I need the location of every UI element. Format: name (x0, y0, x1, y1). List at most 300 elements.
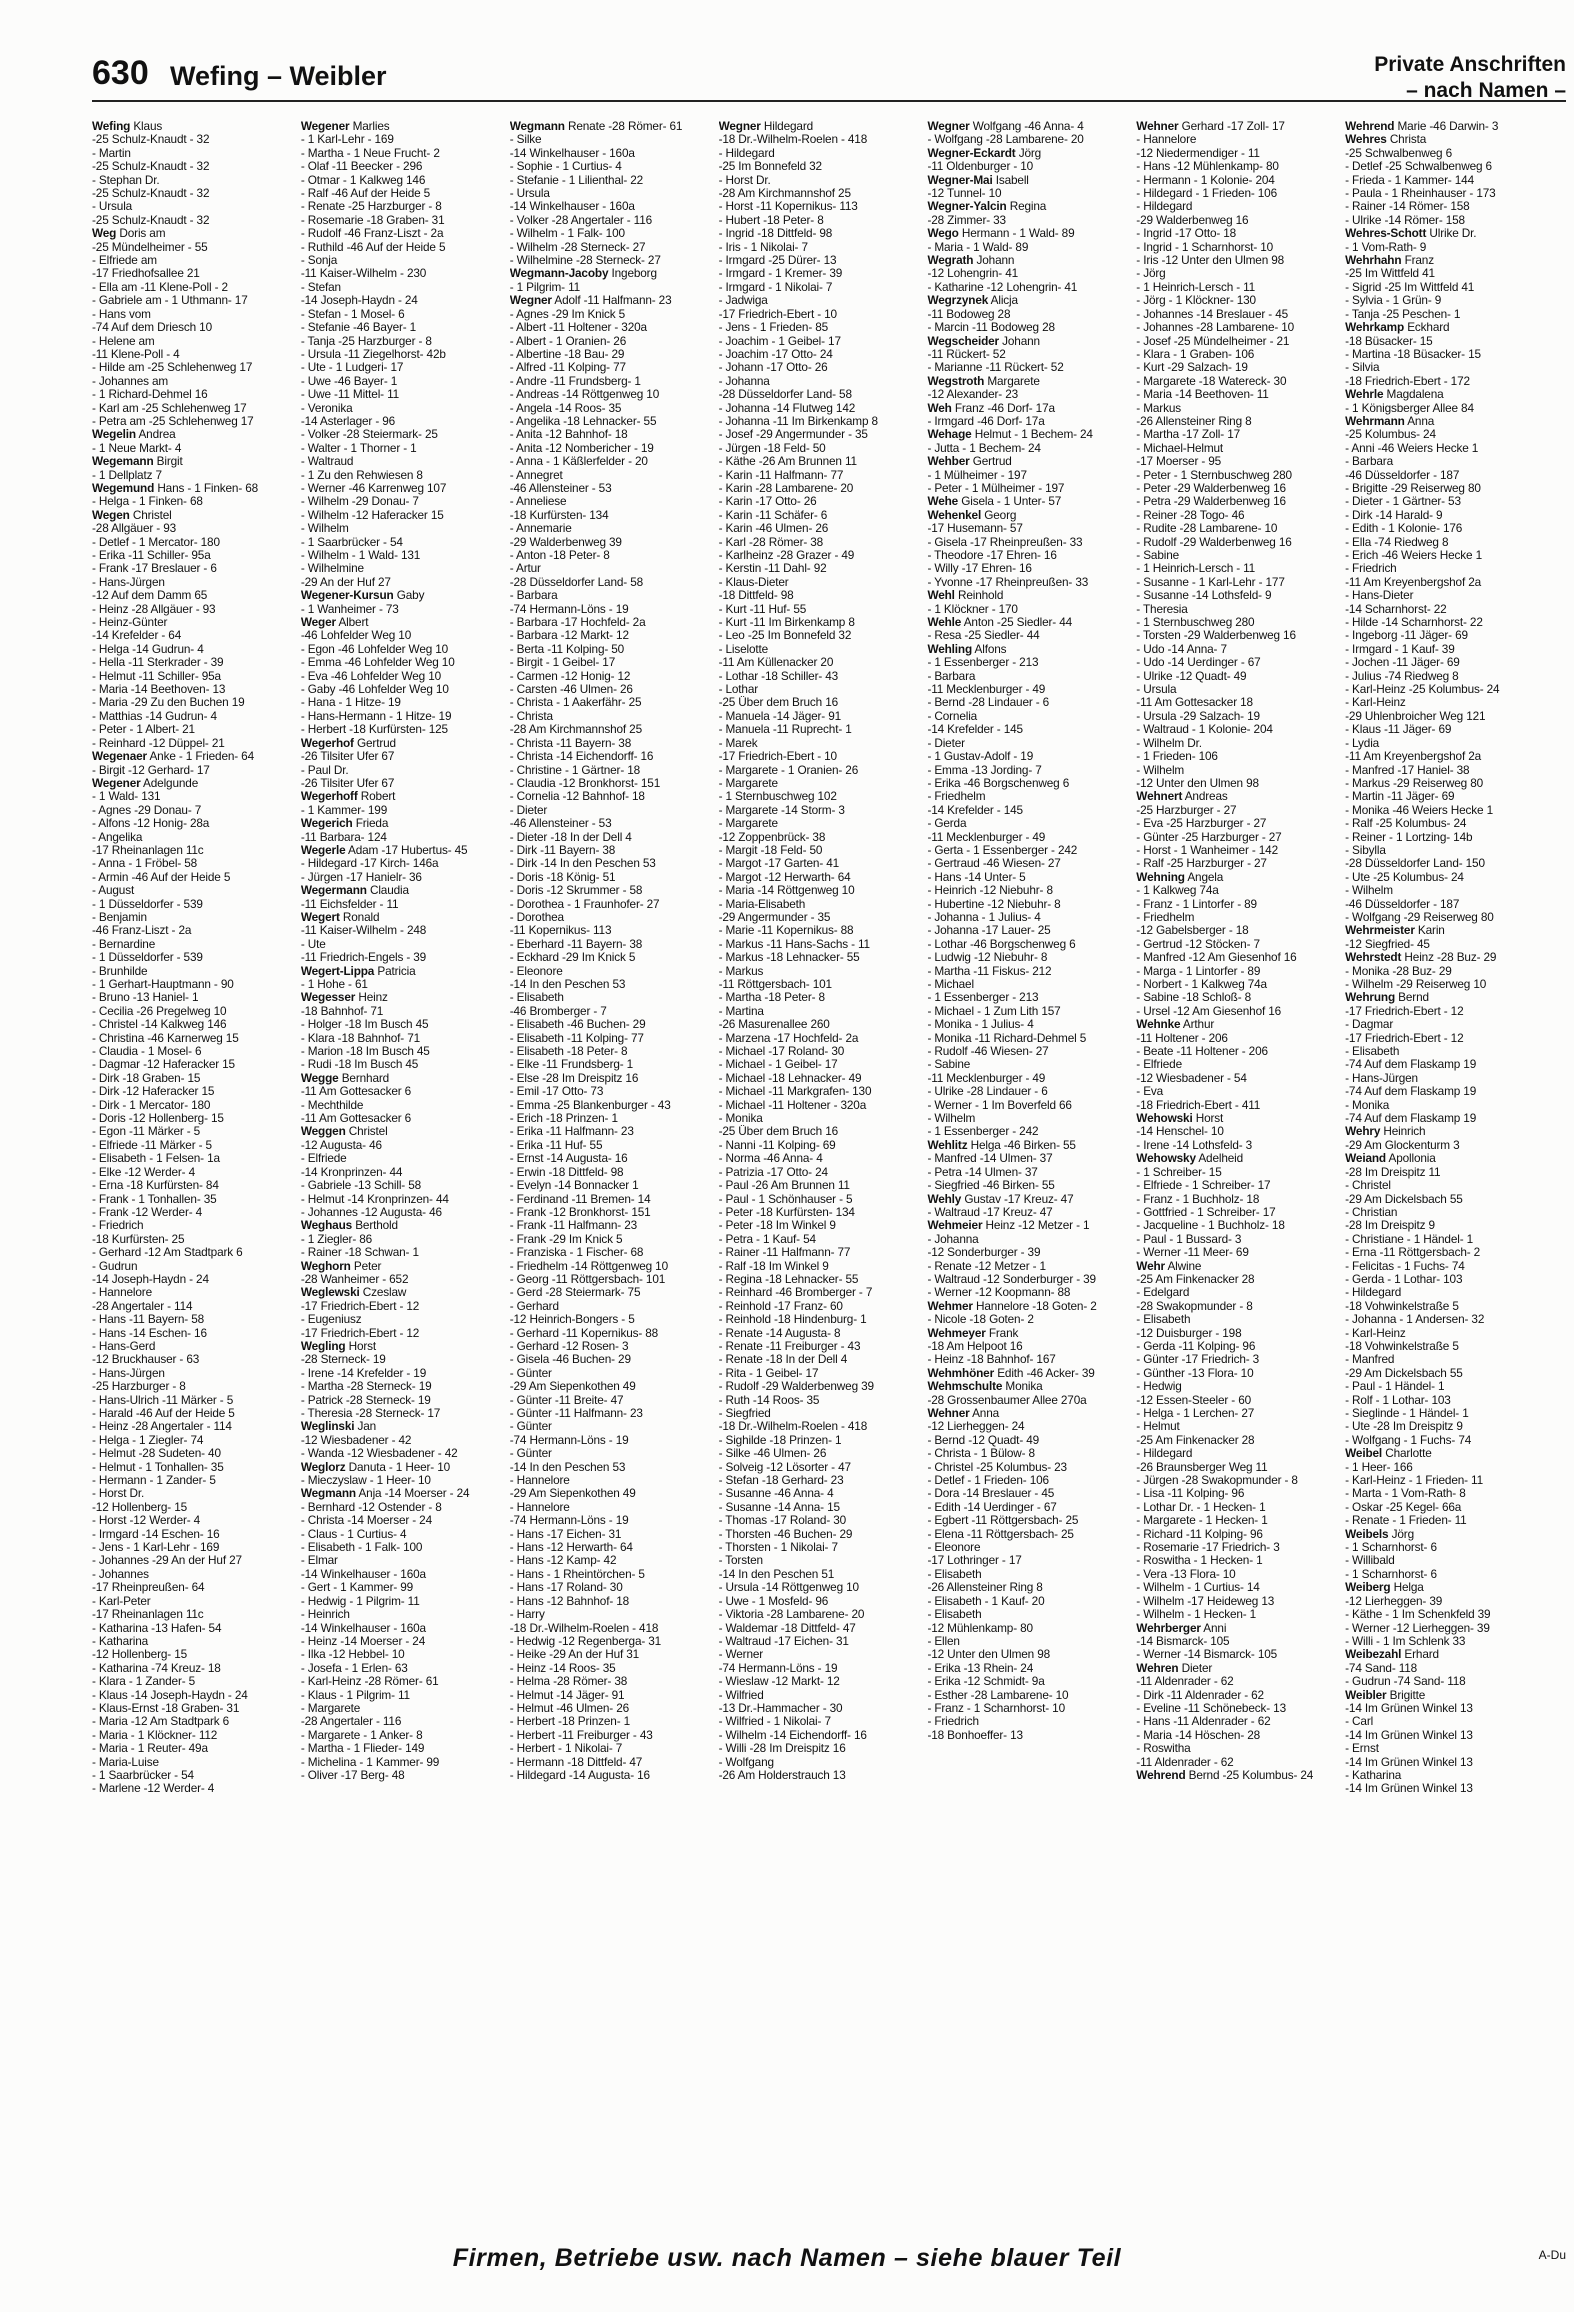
entry-text: - Jürgen -28 Swakopmunder - 8 (1136, 1474, 1298, 1488)
directory-entry (927, 187, 1130, 200)
entry-text: - Ingrid -17 Otto- 18 (1136, 227, 1237, 241)
directory-entry (1136, 1581, 1339, 1594)
entry-text: - Paul - 1 Schönhauser - 5 (718, 1192, 853, 1206)
directory-entry (92, 1407, 295, 1420)
directory-entry (1345, 214, 1548, 227)
directory-entry (301, 1648, 504, 1661)
entry-text: - Esther -28 Lambarene- 10 (927, 1688, 1069, 1702)
directory-entry (510, 1152, 713, 1165)
directory-entry (719, 361, 922, 374)
directory-entry (301, 1742, 504, 1755)
entry-text: - Maria - 1 Klöckner- 112 (92, 1728, 218, 1742)
entry-text: - Monika (718, 1112, 763, 1126)
directory-entry (301, 1581, 504, 1594)
directory-entry (1136, 951, 1339, 964)
directory-entry (1136, 442, 1339, 455)
entry-surname: Wegerich (300, 817, 353, 831)
directory-entry (927, 1554, 1130, 1567)
entry-text: - Peter - 1 Sternbuschweg 280 (1136, 468, 1292, 482)
directory-entry (1136, 348, 1339, 361)
directory-entry (92, 884, 295, 897)
entry-text: -14 Im Grünen Winkel 13 (1345, 1755, 1473, 1769)
entry-text: Heinz -28 Buz- 29 (1404, 951, 1497, 965)
entry-text: - Käthe -26 Am Brunnen 11 (718, 455, 857, 469)
entry-text: - Reiner - 1 Lortzing- 14b (1345, 830, 1473, 844)
entry-text: - Anita -12 Bahnhof- 18 (509, 428, 628, 442)
entry-text: - Sylvia - 1 Grün- 9 (1345, 294, 1442, 308)
directory-entry (301, 294, 504, 307)
directory-entry (301, 965, 504, 978)
directory-entry (1345, 308, 1548, 321)
entry-text: -12 Wiesbadener - 42 (300, 1433, 412, 1447)
entry-text: -25 Schulz-Knaudt - 32 (92, 187, 210, 201)
directory-entry (510, 294, 713, 307)
entry-text: - Josefa - 1 Erlen- 63 (300, 1661, 408, 1675)
directory-entry (719, 616, 922, 629)
entry-text: - Hildegard - 1 Frieden- 106 (1136, 187, 1278, 201)
entry-text: - Hubertine -12 Niebuhr- 8 (927, 897, 1061, 911)
directory-entry (1345, 402, 1548, 415)
directory-entry (719, 1286, 922, 1299)
entry-text: - Hilde -14 Scharnhorst- 22 (1345, 616, 1483, 630)
directory-entry (1136, 723, 1339, 736)
directory-entry (92, 133, 295, 146)
entry-text: - Wilhelm (1345, 884, 1393, 898)
entry-text: - Hana - 1 Hitze- 19 (300, 696, 401, 710)
entry-text: -17 Friedrich-Ebert - 12 (300, 1299, 420, 1313)
directory-entry (301, 348, 504, 361)
directory-entry (719, 1420, 922, 1433)
directory-entry (1136, 1729, 1339, 1742)
directory-entry (92, 1487, 295, 1500)
directory-entry (927, 629, 1130, 642)
entry-surname: Wehner (1136, 120, 1179, 133)
directory-entry (719, 1340, 922, 1353)
directory-entry (510, 1595, 713, 1608)
entry-text: - Barbara -12 Markt- 12 (509, 629, 629, 643)
directory-entry (510, 831, 713, 844)
directory-entry (510, 764, 713, 777)
directory-entry (92, 1394, 295, 1407)
entry-surname: Wehowski (1136, 1112, 1193, 1126)
directory-entry (1345, 1782, 1548, 1795)
entry-text: - Martha - 1 Flieder- 149 (300, 1742, 425, 1756)
directory-entry (510, 629, 713, 642)
directory-entry (1345, 1367, 1548, 1380)
entry-text: - Renate -11 Freiburger - 43 (718, 1339, 861, 1353)
entry-surname: Wehry (1345, 1125, 1381, 1139)
entry-text: - Uwe -46 Bayer- 1 (300, 374, 398, 388)
entry-text: - Günter (509, 1366, 552, 1380)
directory-entry (1136, 1662, 1339, 1675)
directory-entry (301, 643, 504, 656)
entry-text: -14 Kronprinzen- 44 (300, 1165, 403, 1179)
directory-entry (1345, 1353, 1548, 1366)
entry-text: - Helene am (92, 334, 155, 348)
directory-entry (301, 1166, 504, 1179)
directory-entry (1136, 455, 1339, 468)
entry-text: - Thomas -17 Roland- 30 (718, 1514, 847, 1528)
entry-text: -12 Mühlenkamp- 80 (927, 1621, 1033, 1635)
entry-text: - Franz - 1 Scharnhorst- 10 (927, 1701, 1066, 1715)
entry-text: -17 Rheinanlagen 11c (92, 1608, 204, 1622)
directory-entry (927, 522, 1130, 535)
entry-text: - Udo -14 Anna- 7 (1136, 642, 1227, 656)
entry-text: - Regina -18 Lehnacker- 55 (718, 1272, 859, 1286)
entry-text: - Margot -12 Herwarth- 64 (718, 870, 851, 884)
entry-text: - Eugeniusz (300, 1313, 362, 1327)
entry-text: - Klara - 1 Zander- 5 (92, 1675, 196, 1689)
directory-entry (927, 281, 1130, 294)
directory-entry (719, 1058, 922, 1071)
directory-entry (510, 710, 713, 723)
entry-text: - Johanna -17 Lauer- 25 (927, 924, 1051, 938)
entry-text: -14 Joseph-Haydn - 24 (300, 294, 418, 308)
directory-entry (719, 1501, 922, 1514)
entry-text: -25 Schulz-Knaudt - 32 (92, 160, 210, 174)
directory-entry (510, 495, 713, 508)
directory-entry (301, 1514, 504, 1527)
entry-text: -11 Kaiser-Wilhelm - 248 (300, 924, 427, 938)
entry-text: -18 Bonhoeffer- 13 (927, 1728, 1023, 1742)
entry-text: - Felicitas - 1 Fuchs- 74 (1345, 1259, 1465, 1273)
entry-surname: Weggen (300, 1125, 346, 1139)
entry-text: - Friedrich (927, 1715, 979, 1729)
directory-entry (1136, 1541, 1339, 1554)
entry-text: - Susanne -14 Anna- 15 (718, 1500, 840, 1514)
entry-text: - Dirk -11 Bayern- 38 (509, 843, 616, 857)
entry-surname: Wegesser (300, 991, 356, 1005)
entry-text: - Hans -12 Bahnhof- 18 (509, 1594, 630, 1608)
entry-text: - Maria -14 Beethoven- 13 (92, 683, 226, 697)
entry-text: Christel (348, 1125, 388, 1139)
directory-entry (301, 1528, 504, 1541)
entry-text: - Martina (718, 1004, 764, 1018)
directory-entry (927, 670, 1130, 683)
directory-entry (92, 160, 295, 173)
entry-text: -11 Am Kreyenbergshof 2a (1345, 575, 1482, 589)
directory-entry (1136, 764, 1339, 777)
directory-entry (92, 1568, 295, 1581)
entry-text: - Volker -28 Steiermark- 25 (300, 428, 438, 442)
directory-entry (927, 924, 1130, 937)
directory-entry (1136, 670, 1339, 683)
directory-entry (719, 1702, 922, 1715)
entry-text: - Elisabeth -11 Kolping- 77 (509, 1031, 644, 1045)
entry-text: Adelheid (1198, 1152, 1244, 1166)
directory-entry (1136, 522, 1339, 535)
entry-text: - Ursel -12 Am Giesenhof 16 (1136, 1004, 1282, 1018)
entry-text: - Nicole -18 Goten- 2 (927, 1313, 1034, 1327)
entry-text: - Oliver -17 Berg- 48 (300, 1768, 405, 1782)
entry-text: - Edith - 1 Kolonie- 176 (1345, 522, 1463, 536)
directory-entry (301, 1407, 504, 1420)
directory-column (1345, 120, 1548, 2190)
entry-text: -28 Sterneck- 19 (300, 1353, 386, 1367)
directory-entry (92, 1058, 295, 1071)
directory-entry (92, 442, 295, 455)
directory-entry (927, 428, 1130, 441)
directory-entry (1345, 924, 1548, 937)
entry-text: Heinz -12 Metzer - 1 (985, 1219, 1090, 1233)
entry-text: - Tanja -25 Harzburger - 8 (300, 334, 432, 348)
directory-entry (301, 670, 504, 683)
directory-entry (510, 844, 713, 857)
entry-text: -12 Tunnel- 10 (927, 187, 1002, 201)
entry-text: - Volker -28 Angertaler - 116 (509, 213, 653, 227)
entry-text: Andrea (138, 428, 176, 442)
entry-text: - Emil -17 Otto- 73 (509, 1085, 604, 1099)
entry-text: Helga (1393, 1581, 1424, 1595)
directory-entry (927, 536, 1130, 549)
directory-entry (1345, 1541, 1548, 1554)
entry-text: Marlies (352, 120, 390, 133)
entry-text: - Petra - 1 Kauf- 54 (718, 1232, 816, 1246)
entry-text: - Dagmar (1345, 1018, 1394, 1032)
entry-text: - Franziska - 1 Fischer- 68 (509, 1246, 644, 1260)
directory-entry (1136, 884, 1339, 897)
entry-text: - Christel (1345, 1179, 1391, 1193)
entry-text: - Emma -25 Blankenburger - 43 (509, 1098, 671, 1112)
directory-entry (1136, 361, 1339, 374)
directory-entry (1345, 1112, 1548, 1125)
directory-entry (719, 1715, 922, 1728)
entry-text: - Ursula -11 Ziegelhorst- 42b (300, 347, 446, 361)
entry-text: - Marion -18 Im Busch 45 (300, 1045, 430, 1059)
directory-entry (719, 871, 922, 884)
directory-entry (301, 656, 504, 669)
entry-text: - Elisabeth (1345, 1045, 1400, 1059)
directory-entry (510, 1340, 713, 1353)
entry-text: - Wilhelm (1136, 763, 1185, 777)
directory-entry (719, 737, 922, 750)
entry-text: - Klara - 1 Graben- 106 (1136, 347, 1255, 361)
entry-text: Robert (360, 790, 396, 804)
entry-text: - Richard -11 Kolping- 96 (1136, 1527, 1263, 1541)
entry-text: -28 Zimmer- 33 (927, 213, 1006, 227)
entry-text: - Jürgen -18 Feld- 50 (718, 441, 826, 455)
directory-entry (510, 670, 713, 683)
directory-entry (927, 898, 1130, 911)
directory-entry (1136, 1554, 1339, 1567)
entry-text: - Eleonore (509, 964, 563, 978)
entry-text: - Günter -11 Halfmann- 23 (509, 1407, 643, 1420)
page-number: 630 (92, 54, 149, 92)
entry-text: - Helmut -14 Kronprinzen- 44 (300, 1192, 449, 1206)
directory-entry (927, 160, 1130, 173)
directory-entry (1136, 1742, 1339, 1755)
entry-text: - Thorsten - 1 Nikolai- 7 (718, 1541, 838, 1555)
entry-text: - Hella -11 Sterkrader - 39 (92, 656, 224, 670)
directory-entry (1136, 643, 1339, 656)
directory-entry (1345, 1246, 1548, 1259)
directory-entry (1136, 1474, 1339, 1487)
entry-text: -11 Aldenrader - 62 (1136, 1675, 1234, 1689)
directory-entry (301, 308, 504, 321)
entry-text: - Erika -11 Halfmann- 23 (509, 1125, 634, 1139)
directory-entry (1345, 281, 1548, 294)
entry-text: - Klaus -11 Jäger- 69 (1345, 723, 1452, 737)
directory-entry (1136, 1300, 1339, 1313)
directory-entry (1136, 482, 1339, 495)
entry-text: - Herbert -11 Freiburger - 43 (509, 1728, 653, 1742)
entry-text: -11 Holtener - 206 (1136, 1031, 1228, 1045)
directory-entry (927, 1420, 1130, 1433)
directory-entry (927, 1514, 1130, 1527)
entry-text: - Veronika (300, 401, 353, 415)
entry-text: - Helga - 1 Lerchen- 27 (1136, 1407, 1255, 1420)
directory-entry (719, 549, 922, 562)
directory-entry (510, 1286, 713, 1299)
directory-entry (510, 308, 713, 321)
directory-entry (92, 1648, 295, 1661)
entry-text: - Alfons -12 Honig- 28a (92, 817, 210, 831)
entry-text: Peter (353, 1259, 382, 1273)
entry-surname: Wehrmann (1345, 414, 1405, 428)
directory-entry (510, 1554, 713, 1567)
directory-entry (92, 214, 295, 227)
entry-text: - Klaus - 1 Pilgrim- 11 (300, 1688, 410, 1702)
directory-entry (927, 1219, 1130, 1232)
directory-entry (92, 522, 295, 535)
directory-entry (719, 750, 922, 763)
directory-entry (92, 589, 295, 602)
directory-entry (1345, 1447, 1548, 1460)
entry-text: - Johanna -11 Im Birkenkamp 8 (718, 414, 878, 428)
entry-text: Apollonia (1388, 1152, 1436, 1166)
entry-surname: Weibler (1345, 1688, 1387, 1702)
entry-text: - Monika -11 Richard-Dehmel 5 (927, 1031, 1087, 1045)
entry-text: - Katharina -13 Hafen- 54 (92, 1621, 222, 1635)
directory-entry (510, 1085, 713, 1098)
directory-entry (719, 911, 922, 924)
entry-text: - Ursula -14 Röttgenweg 10 (718, 1581, 859, 1595)
entry-text: - Elisabeth - 1 Falk- 100 (300, 1541, 423, 1555)
entry-text: - Leo -25 Im Bonnefeld 32 (718, 629, 852, 643)
entry-text: - Gerhard -12 Am Stadtpark 6 (92, 1246, 243, 1260)
entry-text: Ingeborg (611, 267, 657, 281)
entry-text: - Elisabeth (509, 991, 564, 1005)
directory-entry (1345, 562, 1548, 575)
entry-text: - Liselotte (718, 642, 769, 656)
entry-text: - Martha -28 Sterneck- 19 (300, 1380, 432, 1394)
directory-entry (719, 120, 922, 133)
entry-text: -46 Düsseldorfer - 187 (1345, 897, 1460, 911)
entry-text: - 1 Richard-Dehmel 16 (92, 388, 208, 402)
section-title-line: Private Anschriften (1374, 53, 1566, 76)
directory-entry (1136, 1112, 1339, 1125)
directory-entry (719, 924, 922, 937)
directory-entry (510, 536, 713, 549)
directory-entry (927, 1662, 1130, 1675)
entry-text: -29 Walderbenweg 39 (509, 535, 622, 549)
entry-text: - Monika -28 Buz- 29 (1345, 964, 1452, 978)
entry-text: - Ingeborg -11 Jäger- 69 (1345, 629, 1468, 643)
entry-text: - Susanne - 1 Karl-Lehr - 177 (1136, 575, 1285, 589)
directory-entry (719, 522, 922, 535)
directory-entry (1345, 1689, 1548, 1702)
entry-text: Bernd (1398, 991, 1429, 1005)
entry-surname: Wegerhof (300, 736, 354, 750)
directory-entry (719, 629, 922, 642)
entry-text: - Elisabeth (927, 1608, 982, 1622)
directory-entry (1345, 1327, 1548, 1340)
entry-text: -14 Winkelhauser - 160a (300, 1567, 426, 1581)
directory-entry (719, 1152, 922, 1165)
entry-text: -28 Angertaler - 114 (92, 1299, 193, 1313)
entry-text: -14 In den Peschen 53 (509, 1460, 626, 1474)
entry-text: - Paula - 1 Rheinhauser - 173 (1345, 187, 1496, 201)
entry-text: - Hedwig - 1 Pilgrim- 11 (300, 1594, 420, 1608)
entry-text: -12 Heinrich-Bongers - 5 (509, 1313, 635, 1327)
directory-entry (1345, 348, 1548, 361)
entry-text: - 1 Königsberger Allee 84 (1345, 401, 1474, 415)
entry-text: Alwine (1167, 1259, 1202, 1273)
directory-entry (301, 1340, 504, 1353)
directory-entry (301, 1702, 504, 1715)
directory-entry (927, 683, 1130, 696)
entry-text: - Peter -29 Walderbenweg 16 (1136, 481, 1286, 495)
directory-entry (1136, 388, 1339, 401)
directory-entry (301, 133, 504, 146)
entry-text: - Josef -25 Mündelheimer - 21 (1136, 334, 1290, 348)
entry-text: - Albert -11 Holtener - 320a (509, 321, 647, 335)
entry-text: - Monika - 1 Julius- 4 (927, 1018, 1034, 1032)
directory-entry (510, 1260, 713, 1273)
entry-text: -11 Rückert- 52 (927, 347, 1006, 361)
entry-text: - Mechthilde (300, 1098, 364, 1112)
entry-text: -25 Schwalbenweg 6 (1345, 146, 1452, 160)
entry-text: -17 Friedrich-Ebert - 12 (1345, 1031, 1464, 1045)
entry-text: -12 Unter den Ulmen 98 (927, 1648, 1051, 1662)
entry-text: - Günter -11 Breite- 47 (509, 1393, 624, 1407)
entry-text: - Gudrun (92, 1259, 138, 1273)
entry-text: - Hildegard (718, 146, 775, 160)
entry-text: - Heinz-Günter (92, 616, 168, 630)
directory-entry (927, 375, 1130, 388)
directory-entry (510, 254, 713, 267)
directory-entry (719, 790, 922, 803)
directory-entry (92, 1501, 295, 1514)
directory-entry (301, 1246, 504, 1259)
directory-entry (1136, 1595, 1339, 1608)
entry-text: - Manuela -14 Jäger- 91 (718, 709, 842, 723)
entry-text: - Hildegard (1136, 200, 1193, 214)
entry-text: Hildegard (763, 120, 814, 133)
directory-entry (92, 469, 295, 482)
entry-text: - Sabine (1136, 549, 1180, 562)
entry-text: - 1 Essenberger - 242 (927, 1125, 1039, 1139)
directory-entry (1345, 1742, 1548, 1755)
directory-entry (1136, 1327, 1339, 1340)
entry-text: - Karin -11 Schäfer- 6 (718, 508, 828, 522)
directory-entry (510, 965, 713, 978)
directory-entry (927, 335, 1130, 348)
directory-entry (927, 294, 1130, 307)
entry-text: - Klaus-Dieter (718, 575, 789, 589)
directory-entry (1136, 844, 1339, 857)
entry-text: - Iris - 1 Nikolai- 7 (718, 240, 808, 254)
directory-entry (927, 1729, 1130, 1742)
directory-entry (719, 1407, 922, 1420)
entry-text: - Maria-Elisabeth (718, 897, 806, 911)
directory-entry (92, 187, 295, 200)
directory-entry (92, 1742, 295, 1755)
entry-text: -14 Scharnhorst- 22 (1345, 602, 1447, 616)
entry-text: -11 Mecklenburger - 49 (927, 683, 1046, 697)
directory-entry (301, 1541, 504, 1554)
entry-text: - Erna -18 Kurfürsten- 84 (92, 1179, 219, 1193)
